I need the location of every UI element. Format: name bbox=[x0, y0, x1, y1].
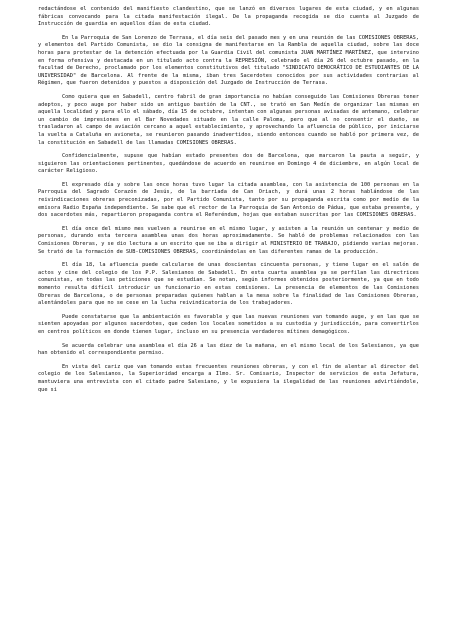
paragraph-6: El día once del mismo mes vuelven a reunirse en el mismo lugar, y asisten a la reunión un centenar y medio de personas, durando esta tercera asamblea unas dos horas aproximadamente. Se habló de problemas relacionados con las Comisiones Obreras, y se dio lectura a un escrito que se iba a dirigir al MINISTERIO DE TRABAJO, pidiendo varias mejoras. Se trató de la formación de SUB-COMISIONES OBRERAS, coordinándolas en las diferentes ramas de la producción. bbox=[38, 225, 419, 255]
paragraph-7: El día 18, la afluencia puede calcularse de unas doscientas cincuenta personas, y tiene lugar en el salón de actos y cine del colegio de los P.P. Salesianos de Sabadell. En esta cuarta asamblea ya se perfilan las directrices comunistas, en todas las peticiones que se estudian. Se notan, según informes obtenidos posteriormente, ya que en todo momento resulta difícil introducir un funcionario en estas comisiones. La presencia de elementos de las Comisiones Obreras de Barcelona, o de personas preparadas quienes hablan a la mesa sobre la finalidad de las Comisiones Obreras, alentándoles para que no se cese en la lucha reivindicatoria de los trabajadores. bbox=[38, 262, 419, 307]
paragraph-5: El expresado día y sobre las once horas tuvo lugar la citada asamblea, con la asistencia de 100 personas en la Parroquia del Sagrado Corazón de Jesús, de la barriada de Can Oriach, y durá unas 2 horas hablándose de las reivindicaciones obreras preconizadas, por el Partido Comunista, tanto por su propaganda escrita como por medio de la emisora Radio España independiente. Se sabe que el rector de la Parroquia de San Antonio de Pádua, que estaba presente, y dos sacerdotes más, repartieron propaganda contra el Referéndum, hojas que estaban suscritas por las COMISIONES OBRERAS. bbox=[38, 181, 419, 219]
paragraph-2: En la Parroquia de San Lorenzo de Terrasa, el día seis del pasado mes y en una reunión de las COMISIONES OBRERAS, y elementos del Partido Comunista, se dio la consigna de manifestarse en la Rambla de aquella ciudad, sobre las doce horas para protestar de la detención efectuada por la Guardia Civil del comunista JUAN MARTÍNEZ MARTÍNEZ, que intervino en forma ofensiva y destacada en un titulado acto contra la REPRESIÓN, celebrado el día 26 del octubre pasado, en la facultad de Derecho, proclamado por los elementos constitutivos del titulado "SINDICATO DEMOCRÁTICO DE ESTUDIANTES DE LA UNIVERSIDAD" de Barcelona. Al frente de la misma, iban tres Sacerdotes conocidos por sus actividades contrarias al Régimen, que fueron detenidos y puestos a disposición del Juzgado de Instrucción de Terrasa. bbox=[38, 34, 419, 87]
paragraph-3: Como quiera que en Sabadell, centro fabril de gran importancia no habían conseguido las Comisiones Obreras tener adeptos, y poco auge por haber sido un antiguo bastión de la CNT., se trató en San Medín de organizar las mismas en aquella localidad y para ello el sábado, día 15 de octubre, intentan con algunas personas avisadas de antemano, celebrar un cambio de impresiones en el Bar Novedades situado en la calle Paloma, pero que al no consentir el dueño, se trasladaron al campo de aviación cercano a aquel establecimiento, y aprovechando la afluencia de público, por iniciarse la vuelta a Cataluña en avioneta, se reunieron pasando inadvertidos, siendo entonces cuando se habló por primera vez, de la constitución en Sabadell de las llamadas COMISIONES OBRERAS. bbox=[38, 93, 419, 146]
paragraph-8: Puede constatarse que la ambientación es favorable y que las nuevas reuniones van tomando auge, y en las que se sienten apoyadas por algunos sacerdotes, que ceden los locales sometidos a su custodia y jurisdicción, para convertirlos en centros políticos en donde tienen lugar, incluso en su presencia verdaderos mítines demagógicos. bbox=[38, 313, 419, 335]
paragraph-1: redactándose el contenido del manifiesto clandestino, que se lanzó en diversos lugares de esta ciudad, y en algunas fábricas convocando para la citada manifestación ilegal. De la propaganda recogida se dio cuenta al Juzgado de Instrucción de guardia en aquellos días de esta ciudad. bbox=[38, 6, 419, 28]
paragraph-9: Se acuerda celebrar una asamblea el día 26 a las diez de la mañana, en el mismo local de los Salesianos, ya que han obtenido el correspondiente permiso. bbox=[38, 342, 419, 357]
paragraph-4: Confidencialmente, supuse que habían estado presentes dos de Barcelona, que marcaron la pauta a seguir, y siguieron las orientaciones pertinentes, quedándose de acuerdo en reunirse en Domingo 4 de diciembre, en algún local de carácter Religioso. bbox=[38, 153, 419, 175]
paragraph-10: En vista del cariz que van tomando estas frecuentes reuniones obreras, y con el fin de alentar al director del colegio de los Salesianos, la Superioridad encarga a Ilmo. Sr. Comisario, Inspector de servicios de esta Jefatura, mantuviera una entrevista con el citado padre Salesiano, y le expusiera la ilegalidad de las reuniones advirtiéndole, que si bbox=[38, 363, 419, 393]
